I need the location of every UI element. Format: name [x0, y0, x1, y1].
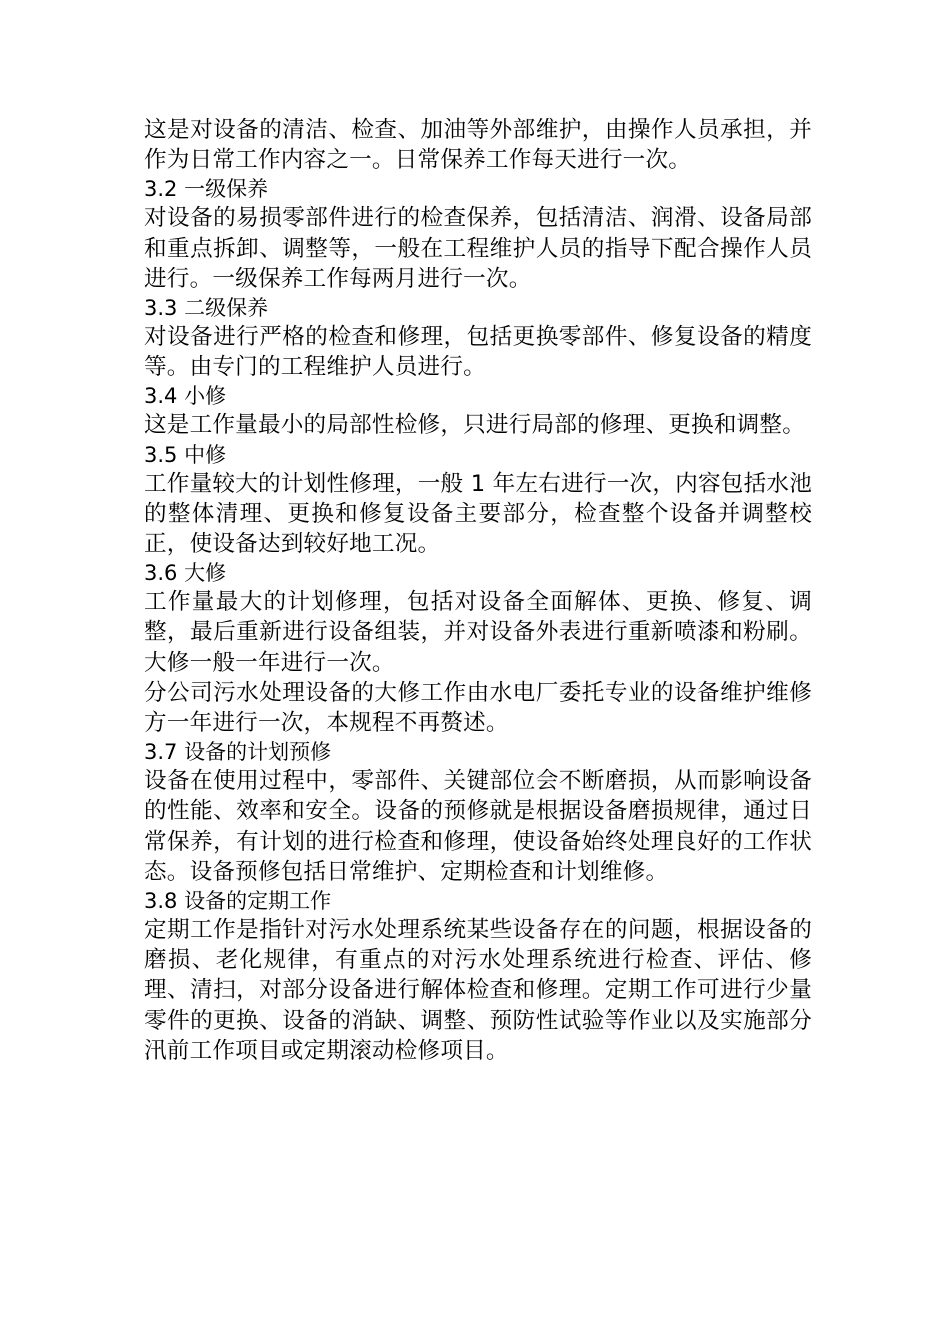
document-page: [144, 115, 812, 1066]
paragraph-daily-maintenance: 这是对设备的清洁、检查、加油等外部维护，由操作人员承担，并作为日常工作内容之一。日常保养工作每天进行一次。: [144, 117, 812, 174]
heading-planned-preventive-repair: 3.7 设备的计划预修: [144, 740, 332, 765]
paragraph-periodic-work: 定期工作是指针对污水处理系统某些设备存在的问题，根据设备的磨损、老化规律，有重点的对污水处理系统进行检查、评估、修理、清扫，对部分设备进行解体检查和修理。定期工作可进行少量零件的更换、设备的消缺、调整、预防性试验等作业以及实施部分汛前工作项目或定期滚动检修项目。: [144, 917, 812, 1064]
heading-medium-repair: 3.5 中修: [144, 442, 227, 467]
paragraph-planned-preventive-repair: 设备在使用过程中，零部件、关键部位会不断磨损，从而影响设备的性能、效率和安全。设备的预修就是根据设备磨损规律，通过日常保养，有计划的进行检查和修理，使设备始终处理良好的工作状态。设备预修包括日常维护、定期检查和计划维修。: [144, 768, 812, 885]
heading-major-repair: 3.6 大修: [144, 561, 227, 586]
heading-minor-repair: 3.4 小修: [144, 384, 227, 409]
paragraph-major-repair: 工作量最大的计划修理，包括对设备全面解体、更换、修复、调整，最后重新进行设备组装，并对设备外表进行重新喷漆和粉刷。大修一般一年进行一次。: [144, 589, 812, 676]
heading-first-level-maintenance: 3.2 一级保养: [144, 177, 269, 202]
paragraph-first-level-maintenance: 对设备的易损零部件进行的检查保养，包括清洁、润滑、设备局部和重点拆卸、调整等，一般在工程维护人员的指导下配合操作人员进行。一级保养工作每两月进行一次。: [144, 205, 812, 292]
paragraph-second-level-maintenance: 对设备进行严格的检查和修理，包括更换零部件、修复设备的精度等。由专门的工程维护人员进行。: [144, 324, 812, 381]
heading-second-level-maintenance: 3.3 二级保养: [144, 296, 269, 321]
paragraph-medium-repair: 工作量较大的计划性修理，一般 1 年左右进行一次，内容包括水池的整体清理、更换和修复设备主要部分，检查整个设备并调整校正，使设备达到较好地工况。: [144, 470, 812, 558]
paragraph-minor-repair: 这是工作量最小的局部性检修，只进行局部的修理、更换和调整。: [144, 412, 806, 439]
paragraph-major-repair-note: 分公司污水处理设备的大修工作由水电厂委托专业的设备维护维修方一年进行一次，本规程不再赘述。: [144, 679, 812, 737]
heading-periodic-work: 3.8 设备的定期工作: [144, 889, 332, 914]
